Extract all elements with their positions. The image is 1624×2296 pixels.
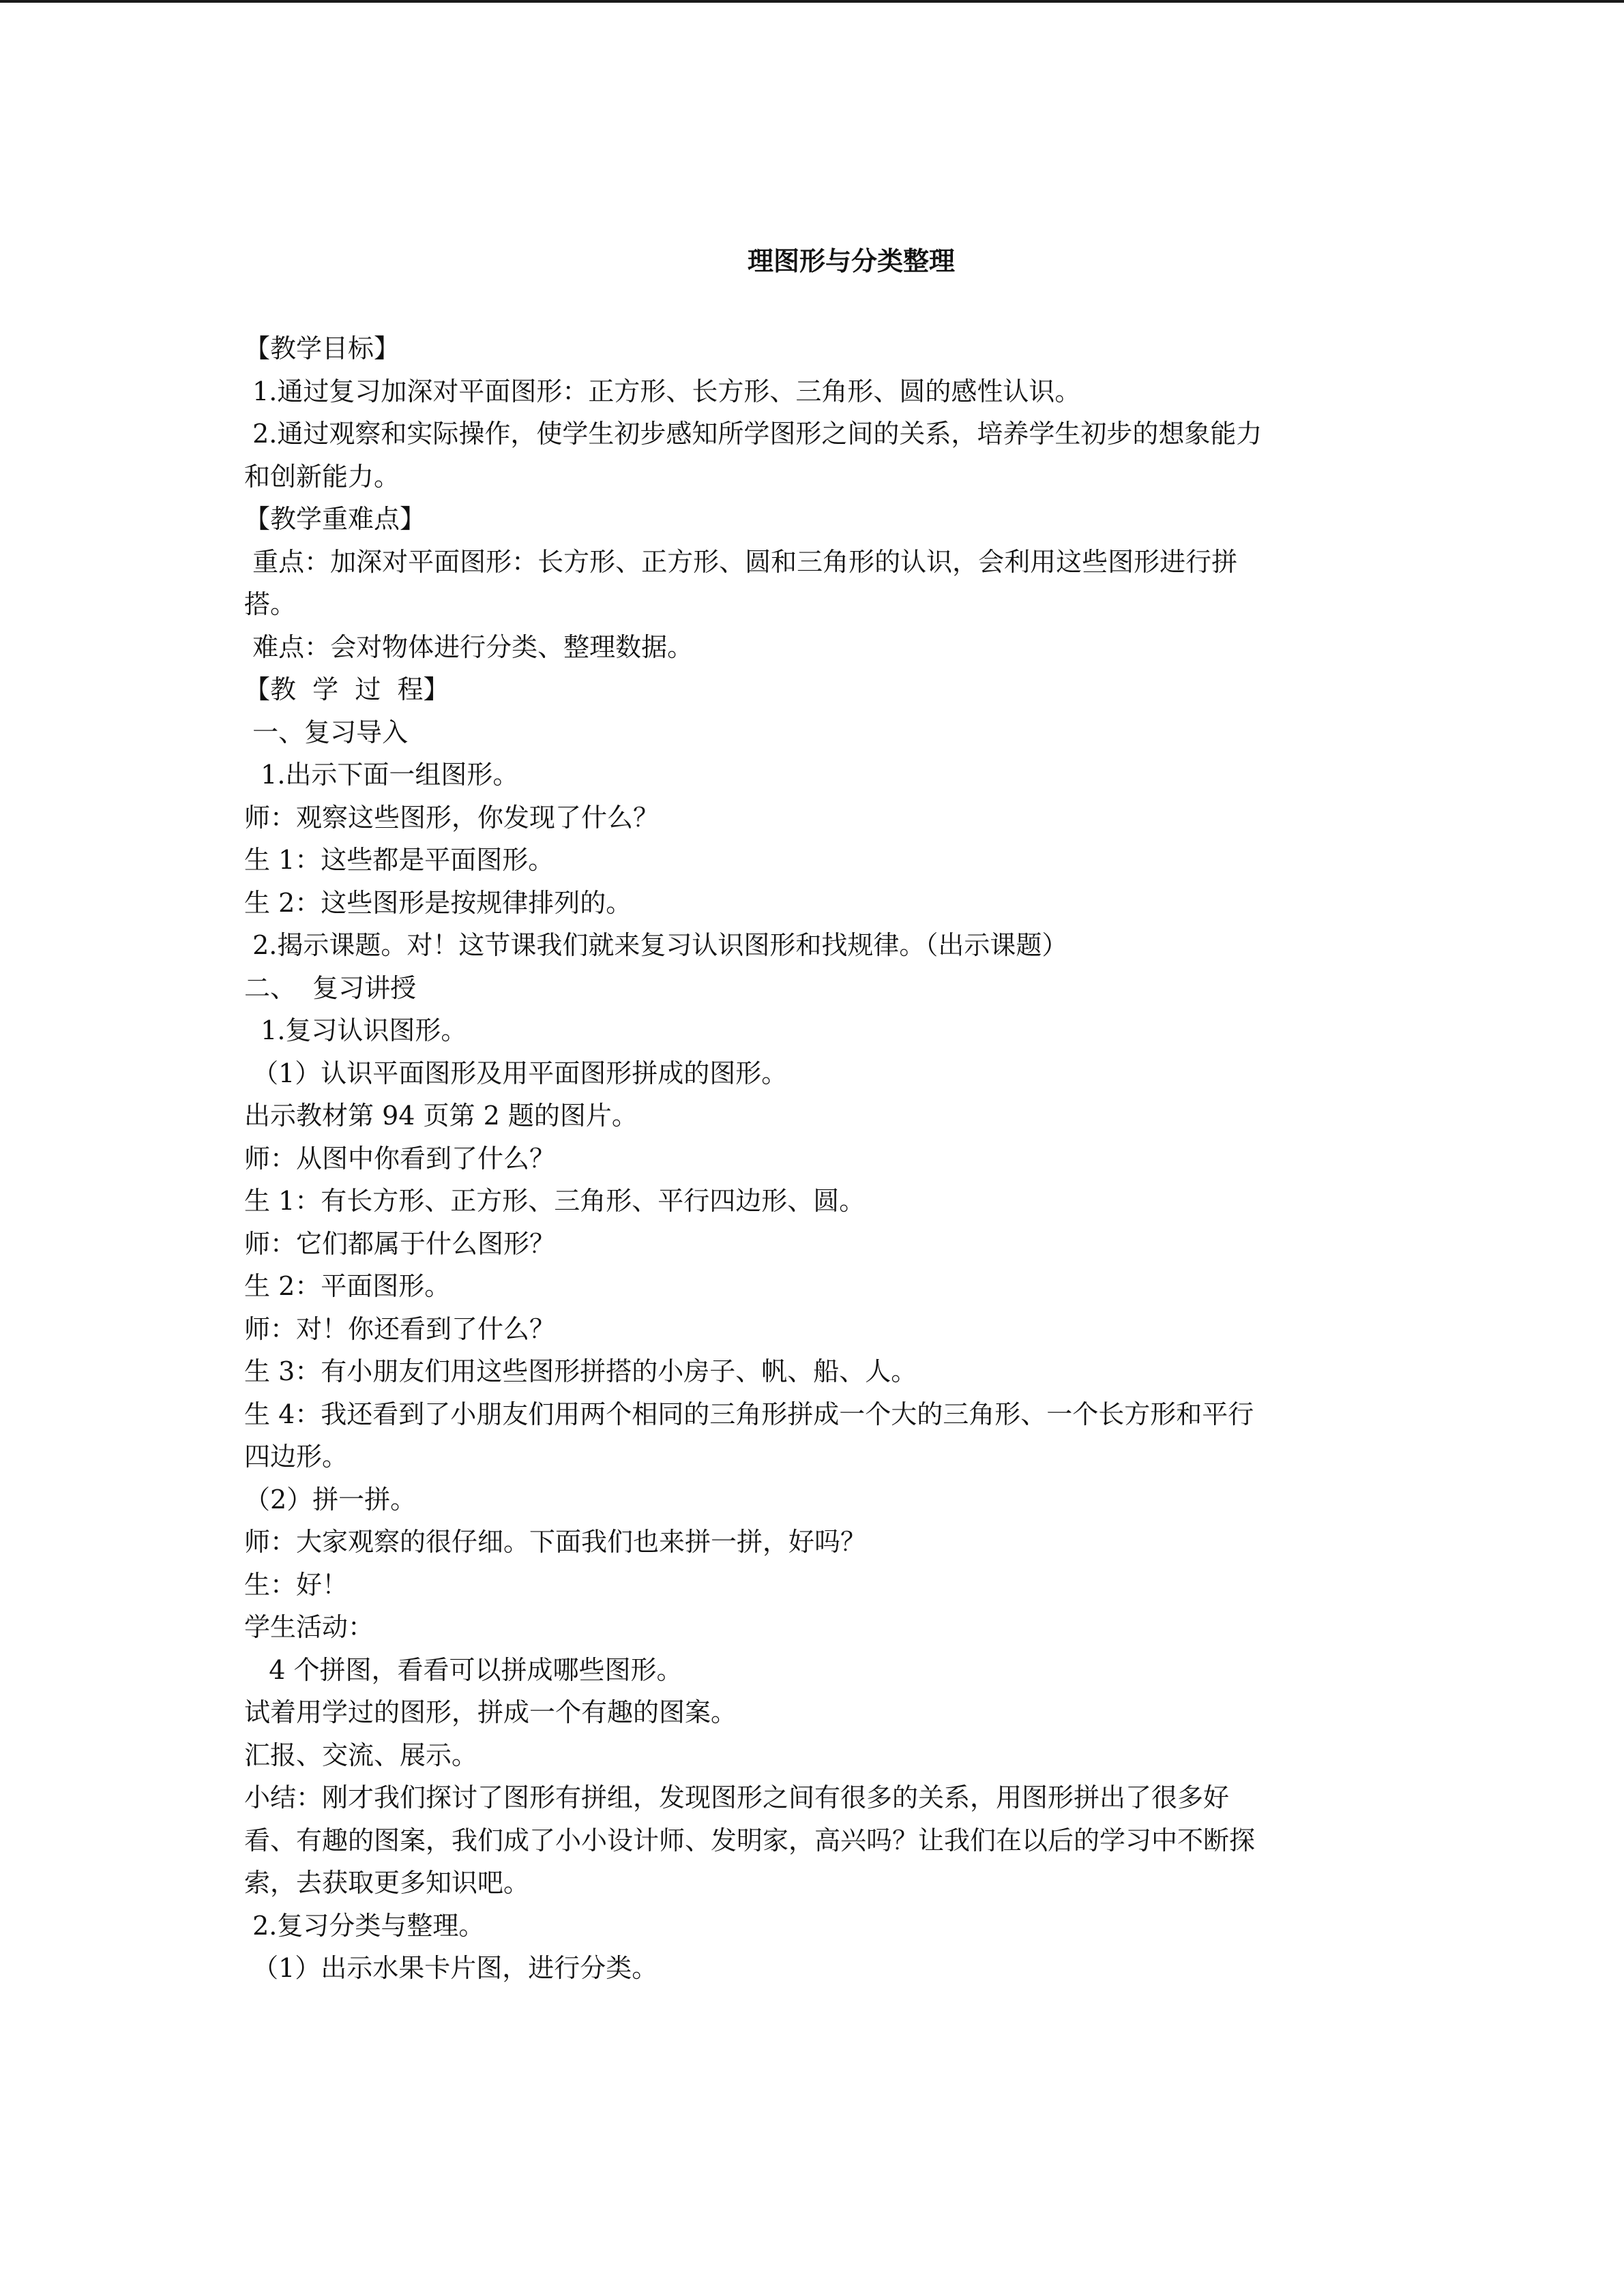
paragraph: 汇报、交流、展示。 [244, 1740, 478, 1770]
paragraph: 2.复习分类与整理。 [244, 1910, 485, 1941]
paragraph: 生 1：有长方形、正方形、三角形、平行四边形、圆。 [244, 1186, 866, 1216]
paragraph: 1.出示下面一组图形。 [244, 760, 519, 790]
paragraph: 难点：会对物体进行分类、整理数据。 [244, 631, 694, 662]
paragraph: 索，去获取更多知识吧。 [244, 1868, 530, 1898]
paragraph: 1.复习认识图形。 [244, 1015, 467, 1045]
paragraph: 生 3：有小朋友们用这些图形拼搭的小房子、帆、船、人。 [244, 1356, 917, 1386]
section-heading-process: 【教 学 过 程】 [244, 674, 449, 704]
paragraph: 重点：加深对平面图形：长方形、正方形、圆和三角形的认识，会利用这些图形进行拼 [244, 546, 1238, 577]
paragraph: 一、复习导入 [244, 717, 409, 747]
paragraph: 师：观察这些图形，你发现了什么？ [244, 802, 660, 833]
paragraph: 生 2：这些图形是按规律排列的。 [244, 887, 632, 918]
paragraph: 生：好！ [244, 1569, 349, 1600]
paragraph: 小结：刚才我们探讨了图形有拼组，发现图形之间有很多的关系，用图形拼出了很多好 [244, 1783, 1230, 1813]
paragraph: 学生活动： [244, 1612, 374, 1642]
paragraph: 搭。 [244, 589, 297, 619]
paragraph: 2.通过观察和实际操作，使学生初步感知所学图形之间的关系，培养学生初步的想象能力 [244, 419, 1263, 449]
paragraph: 生 4：我还看到了小朋友们用两个相同的三角形拼成一个大的三角形、一个长方形和平行 [244, 1399, 1254, 1429]
paragraph: 4 个拼图，看看可以拼成哪些图形。 [244, 1654, 683, 1685]
paragraph: 师：它们都属于什么图形？ [244, 1228, 556, 1259]
document-body [244, 327, 1376, 1990]
paragraph: 2.揭示课题。对！这节课我们就来复习认识图形和找规律。（出示课题） [244, 930, 1068, 960]
document-title: 理图形与分类整理 [747, 246, 955, 276]
paragraph: 四边形。 [244, 1442, 349, 1472]
section-heading-objectives: 【教学目标】 [244, 333, 400, 363]
paragraph: 二、 复习讲授 [244, 972, 417, 1003]
paragraph: 师：对！你还看到了什么？ [244, 1313, 556, 1344]
paragraph: 生 2：平面图形。 [244, 1271, 451, 1301]
paragraph: 师：大家观察的很仔细。下面我们也来拼一拼，好吗？ [244, 1527, 867, 1557]
paragraph: 和创新能力。 [244, 461, 400, 492]
section-heading-key-points: 【教学重难点】 [244, 504, 426, 534]
paragraph: （1）出示水果卡片图，进行分类。 [244, 1953, 658, 1983]
paragraph: 师：从图中你看到了什么？ [244, 1143, 556, 1174]
document-page [244, 244, 1376, 1990]
paragraph: 试着用学过的图形，拼成一个有趣的图案。 [244, 1697, 737, 1727]
paragraph: （1）认识平面图形及用平面图形拼成的图形。 [244, 1058, 788, 1088]
paragraph: 看、有趣的图案，我们成了小小设计师、发明家，高兴吗？让我们在以后的学习中不断探 [244, 1825, 1256, 1855]
paragraph: 1.通过复习加深对平面图形：正方形、长方形、三角形、圆的感性认识。 [244, 376, 1081, 406]
paragraph: 出示教材第 94 页第 2 题的图片。 [244, 1101, 638, 1131]
paragraph: （2）拼一拼。 [244, 1484, 417, 1515]
page-top-border [0, 0, 1624, 3]
paragraph: 生 1：这些都是平面图形。 [244, 845, 555, 875]
